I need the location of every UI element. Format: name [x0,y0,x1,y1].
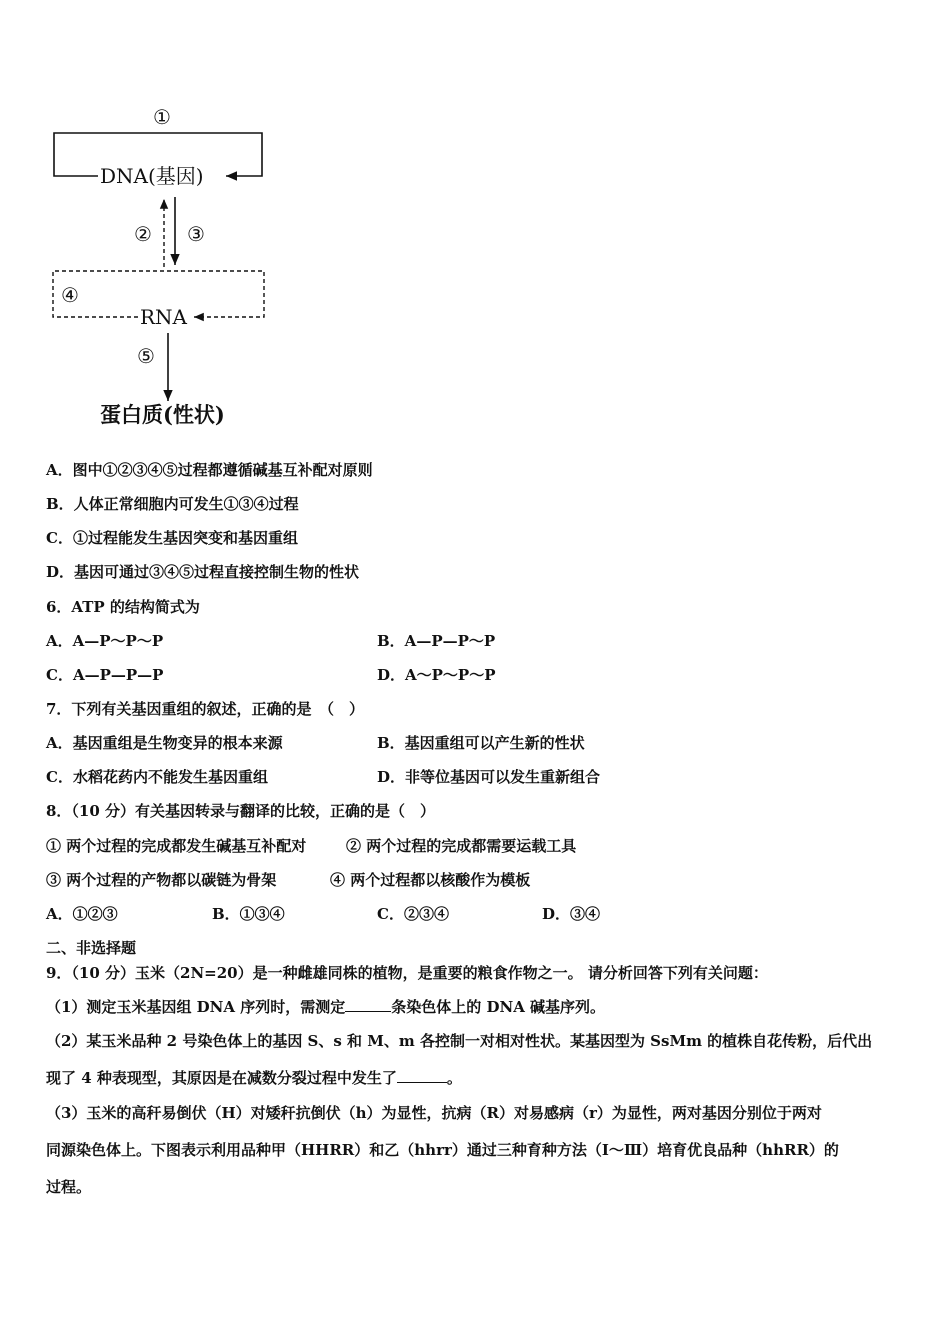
q8-option-c: C．②③④ [377,905,449,923]
q9-part3-line2: 同源染色体上。下图表示利用品种甲（HHRR）和乙（hhrr）通过三种育种方法（Ⅰ～Ⅲ）培育优良品种（hhRR）的 [46,1141,839,1159]
q9-part1-blank[interactable] [345,997,391,1012]
q8-option-d: D．③④ [542,905,601,923]
q8-statement-4: ④ 两个过程都以核酸作为模板 [330,871,531,889]
q6-option-a: A．A—P～P～P [46,632,164,650]
q9-part1 [46,997,605,1017]
q6-option-b: B．A—P—P～P [377,632,496,650]
q7-option-c: C．水稻花药内不能发生基因重组 [46,768,268,786]
rna-label: RNA [140,305,188,329]
q8-statement-3: ③ 两个过程的产物都以碳链为骨架 [46,871,277,889]
protein-label: 蛋白质(性状) [100,402,225,427]
q6-option-c: C．A—P—P—P [46,666,164,684]
q8-option-a: A．①②③ [46,905,118,923]
q5-option-d: D．基因可通过③④⑤过程直接控制生物的性状 [46,563,360,581]
central-dogma-svg [40,95,300,440]
q8-stem: 8．（10 分）有关基因转录与翻译的比较，正确的是（ ） [46,802,436,820]
q8-statement-2: ② 两个过程的完成都需要运载工具 [346,837,577,855]
q9-part2-line2 [46,1068,462,1088]
q9-part3-line1: （3）玉米的高秆易倒伏（H）对矮秆抗倒伏（h）为显性，抗病（R）对易感病（r）为显性，两对基因分别位于两对 [46,1104,822,1122]
q5-option-c: C．①过程能发生基因突变和基因重组 [46,529,298,547]
dna-label: DNA(基因) [100,164,204,188]
q9-part2-end: 。 [446,1069,462,1087]
q7-option-d: D．非等位基因可以发生重新组合 [377,768,601,786]
step-5-label: ⑤ [137,344,155,368]
step-3-label: ③ [187,222,205,246]
q6-stem: 6．ATP 的结构简式为 [46,598,200,616]
q8-option-b: B．①③④ [212,905,285,923]
step-2-label: ② [134,222,152,246]
q8-statement-1: ① 两个过程的完成都发生碱基互补配对 [46,837,307,855]
q9-part3-line3: 过程。 [46,1178,92,1196]
q7-stem: 7．下列有关基因重组的叙述，正确的是 （ ） [46,700,364,718]
q9-part2-text: 现了 4 种表现型，其原因是在减数分裂过程中发生了 [46,1069,397,1087]
q5-option-b: B．人体正常细胞内可发生①③④过程 [46,495,299,513]
q5-option-a: A．图中①②③④⑤过程都遵循碱基互补配对原则 [46,461,373,479]
section-heading: 二、非选择题 [46,939,137,957]
q9-stem: 9．（10 分）玉米（2N=20）是一种雌雄同株的植物，是重要的粮食作物之一。 请分析回答下列有关问题： [46,964,768,982]
q9-part2-blank[interactable] [397,1068,447,1083]
q6-option-d: D．A～P～P～P [377,666,496,684]
q9-part2-line1: （2）某玉米品种 2 号染色体上的基因 S、s 和 M、m 各控制一对相对性状。某基因型为 SsMm 的植株自花传粉，后代出 [46,1032,873,1050]
step-4-label: ④ [61,283,79,307]
q7-option-b: B．基因重组可以产生新的性状 [377,734,585,752]
q7-option-a: A．基因重组是生物变异的根本来源 [46,734,283,752]
q9-part1-text-a: （1）测定玉米基因组 DNA 序列时，需测定 [46,998,346,1016]
central-dogma-diagram [40,95,300,440]
q9-part1-text-b: 条染色体上的 DNA 碱基序列。 [391,998,606,1016]
step-1-label: ① [153,105,171,129]
